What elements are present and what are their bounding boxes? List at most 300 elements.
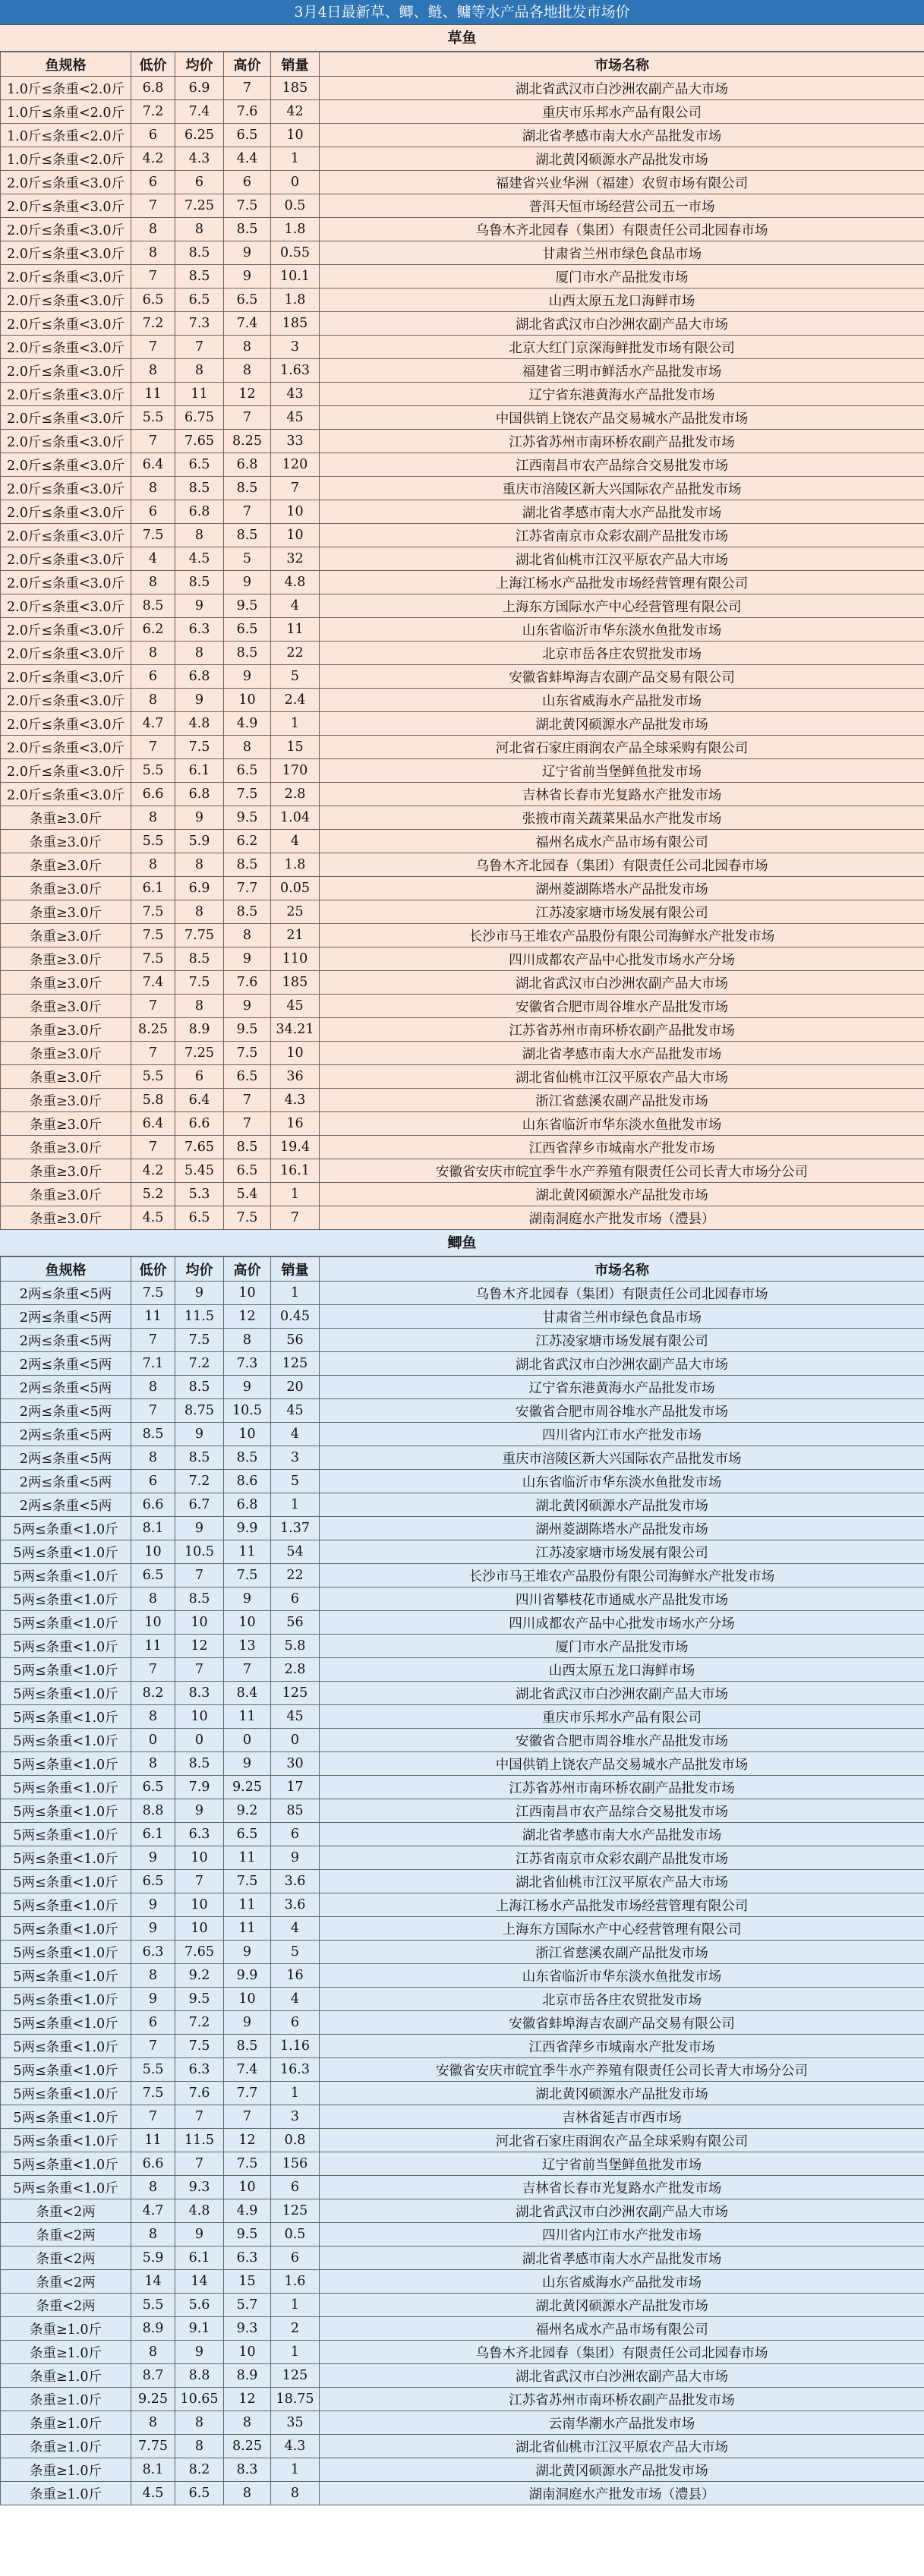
- fish-spec-cell: 5两≤条重<1.0斤: [1, 1635, 131, 1658]
- fish-spec-cell: 2.0斤≤条重<3.0斤: [1, 524, 131, 547]
- market-name-cell: 辽宁省前当堡鲜鱼批发市场: [320, 759, 924, 783]
- high-price-cell: 7.5: [224, 2152, 271, 2176]
- low-price-cell: 7: [131, 336, 175, 359]
- avg-price-cell: 8.3: [175, 1682, 224, 1705]
- header-fish-spec: 鱼规格: [1, 1257, 131, 1282]
- fish-spec-cell: 5两≤条重<1.0斤: [1, 1988, 131, 2011]
- volume-cell: 30: [271, 1752, 320, 1776]
- table-row: [1, 1470, 924, 1493]
- market-name-cell: 北京市岳各庄农贸批发市场: [320, 1988, 924, 2011]
- volume-cell: 0: [271, 1729, 320, 1752]
- volume-cell: 10: [271, 124, 320, 147]
- volume-cell: 1: [271, 147, 320, 171]
- high-price-cell: 9.25: [224, 1776, 271, 1799]
- fish-spec-cell: 2.0斤≤条重<3.0斤: [1, 665, 131, 689]
- fish-spec-cell: 条重≥3.0斤: [1, 853, 131, 877]
- market-name-cell: 湖北省武汉市白沙洲农副产品大市场: [320, 312, 924, 336]
- table-row: [1, 1611, 924, 1635]
- volume-cell: 1.8: [271, 218, 320, 241]
- market-name-cell: 乌鲁木齐北园春（集团）有限责任公司北园春市场: [320, 218, 924, 241]
- table-row: [1, 1988, 924, 2011]
- avg-price-cell: 9: [175, 2341, 224, 2364]
- avg-price-cell: 11.5: [175, 2129, 224, 2152]
- fish-spec-cell: 2.0斤≤条重<3.0斤: [1, 406, 131, 430]
- fish-spec-cell: 2.0斤≤条重<3.0斤: [1, 571, 131, 594]
- high-price-cell: 9.5: [224, 594, 271, 618]
- fish-spec-cell: 5两≤条重<1.0斤: [1, 1564, 131, 1588]
- table-row: [1, 2105, 924, 2129]
- avg-price-cell: 7.6: [175, 2082, 224, 2105]
- market-name-cell: 湖北黄冈硕源水产品批发市场: [320, 1183, 924, 1206]
- table-row: [1, 77, 924, 100]
- low-price-cell: 5.5: [131, 759, 175, 783]
- avg-price-cell: 5.9: [175, 830, 224, 853]
- high-price-cell: 7.6: [224, 971, 271, 995]
- market-name-cell: 湖北黄冈硕源水产品批发市场: [320, 2294, 924, 2317]
- high-price-cell: 8.5: [224, 218, 271, 241]
- high-price-cell: 7: [224, 77, 271, 100]
- high-price-cell: 13: [224, 1635, 271, 1658]
- market-name-cell: 厦门市水产品批发市场: [320, 265, 924, 288]
- avg-price-cell: 8.5: [175, 947, 224, 971]
- low-price-cell: 8: [131, 2223, 175, 2247]
- avg-price-cell: 7: [175, 1870, 224, 1893]
- table-row: [1, 288, 924, 312]
- high-price-cell: 7.5: [224, 1042, 271, 1065]
- avg-price-cell: 7.2: [175, 2011, 224, 2035]
- table-row: [1, 2458, 924, 2482]
- market-name-cell: 厦门市水产品批发市场: [320, 1635, 924, 1658]
- table-row: [1, 1564, 924, 1588]
- table-row: [1, 1846, 924, 1870]
- high-price-cell: 9: [224, 2011, 271, 2035]
- low-price-cell: 8: [131, 477, 175, 500]
- market-name-cell: 湖北黄冈硕源水产品批发市场: [320, 712, 924, 736]
- avg-price-cell: 9: [175, 1423, 224, 1446]
- fish-spec-cell: 2.0斤≤条重<3.0斤: [1, 594, 131, 618]
- high-price-cell: 8.5: [224, 524, 271, 547]
- high-price-cell: 11: [224, 1705, 271, 1729]
- market-name-cell: 北京市岳各庄农贸批发市场: [320, 642, 924, 665]
- volume-cell: 42: [271, 100, 320, 124]
- high-price-cell: 11: [224, 1893, 271, 1917]
- fish-spec-cell: 2.0斤≤条重<3.0斤: [1, 312, 131, 336]
- avg-price-cell: 14: [175, 2270, 224, 2294]
- avg-price-cell: 9: [175, 1799, 224, 1823]
- market-name-cell: 河北省石家庄雨润农产品全球采购有限公司: [320, 736, 924, 759]
- avg-price-cell: 10.5: [175, 1540, 224, 1564]
- volume-cell: 6: [271, 1823, 320, 1846]
- low-price-cell: 7: [131, 430, 175, 453]
- volume-cell: 0.5: [271, 2223, 320, 2247]
- market-name-cell: 江苏凌家塘市场发展有限公司: [320, 1540, 924, 1564]
- high-price-cell: 9: [224, 665, 271, 689]
- high-price-cell: 10: [224, 689, 271, 712]
- table-row: [1, 1823, 924, 1846]
- high-price-cell: 7: [224, 406, 271, 430]
- low-price-cell: 8: [131, 241, 175, 265]
- high-price-cell: 9: [224, 947, 271, 971]
- table-row: [1, 524, 924, 547]
- volume-cell: 45: [271, 1399, 320, 1423]
- low-price-cell: 5.9: [131, 2247, 175, 2270]
- low-price-cell: 6.6: [131, 2152, 175, 2176]
- fish-spec-cell: 条重≥3.0斤: [1, 1112, 131, 1136]
- fish-spec-cell: 条重≥1.0斤: [1, 2341, 131, 2364]
- market-name-cell: 吉林省长春市光复路水产批发市场: [320, 783, 924, 806]
- table-row: [1, 830, 924, 853]
- volume-cell: 2.8: [271, 783, 320, 806]
- avg-price-cell: 8.5: [175, 241, 224, 265]
- high-price-cell: 6.3: [224, 2247, 271, 2270]
- volume-cell: 10.1: [271, 265, 320, 288]
- high-price-cell: 5.7: [224, 2294, 271, 2317]
- market-name-cell: 湖北省仙桃市江汉平原农产品大市场: [320, 1065, 924, 1089]
- volume-cell: 0.45: [271, 1305, 320, 1329]
- volume-cell: 19.4: [271, 1136, 320, 1159]
- fish-spec-cell: 条重≥1.0斤: [1, 2388, 131, 2411]
- market-name-cell: 辽宁省东港黄海水产品批发市场: [320, 383, 924, 406]
- market-name-cell: 上海东方国际水产中心经营管理有限公司: [320, 594, 924, 618]
- market-name-cell: 江西省萍乡市城南水产批发市场: [320, 2035, 924, 2058]
- table-row: [1, 1493, 924, 1517]
- volume-cell: 10: [271, 500, 320, 524]
- table-row: [1, 1018, 924, 1042]
- price-table: [0, 52, 924, 1230]
- fish-spec-cell: 5两≤条重<1.0斤: [1, 1964, 131, 1988]
- avg-price-cell: 6.9: [175, 877, 224, 900]
- avg-price-cell: 6.3: [175, 618, 224, 642]
- market-name-cell: 乌鲁木齐北园春（集团）有限责任公司北园春市场: [320, 853, 924, 877]
- avg-price-cell: 6.5: [175, 1206, 224, 1230]
- fish-spec-cell: 5两≤条重<1.0斤: [1, 1846, 131, 1870]
- high-price-cell: 4.9: [224, 712, 271, 736]
- low-price-cell: 11: [131, 383, 175, 406]
- fish-spec-cell: 2.0斤≤条重<3.0斤: [1, 241, 131, 265]
- avg-price-cell: 8: [175, 900, 224, 924]
- table-row: [1, 1776, 924, 1799]
- avg-price-cell: 8.5: [175, 571, 224, 594]
- table-row: [1, 1799, 924, 1823]
- avg-price-cell: 7: [175, 1658, 224, 1682]
- avg-price-cell: 7.65: [175, 1941, 224, 1964]
- avg-price-cell: 8.5: [175, 1376, 224, 1399]
- high-price-cell: 9.5: [224, 806, 271, 830]
- high-price-cell: 7: [224, 1112, 271, 1136]
- high-price-cell: 5.4: [224, 1183, 271, 1206]
- fish-spec-cell: 2两≤条重<5两: [1, 1423, 131, 1446]
- fish-spec-cell: 2.0斤≤条重<3.0斤: [1, 171, 131, 194]
- avg-price-cell: 4.8: [175, 712, 224, 736]
- high-price-cell: 7.5: [224, 1206, 271, 1230]
- low-price-cell: 8.8: [131, 1799, 175, 1823]
- volume-cell: 1: [271, 2341, 320, 2364]
- high-price-cell: 9.3: [224, 2317, 271, 2341]
- table-row: [1, 1329, 924, 1352]
- table-row: [1, 265, 924, 288]
- table-row: [1, 383, 924, 406]
- volume-cell: 3: [271, 336, 320, 359]
- high-price-cell: 10: [224, 1282, 271, 1305]
- low-price-cell: 8: [131, 1446, 175, 1470]
- fish-spec-cell: 2.0斤≤条重<3.0斤: [1, 689, 131, 712]
- high-price-cell: 10: [224, 1988, 271, 2011]
- high-price-cell: 6.8: [224, 1493, 271, 1517]
- volume-cell: 5.8: [271, 1635, 320, 1658]
- low-price-cell: 8.9: [131, 2317, 175, 2341]
- market-name-cell: 上海东方国际水产中心经营管理有限公司: [320, 1917, 924, 1941]
- volume-cell: 45: [271, 406, 320, 430]
- header-market-name: 市场名称: [320, 52, 924, 77]
- fish-spec-cell: 条重≥3.0斤: [1, 830, 131, 853]
- high-price-cell: 4.4: [224, 147, 271, 171]
- volume-cell: 4.3: [271, 2435, 320, 2458]
- high-price-cell: 8.5: [224, 853, 271, 877]
- table-row: [1, 1917, 924, 1941]
- table-row: [1, 1136, 924, 1159]
- high-price-cell: 7.5: [224, 783, 271, 806]
- avg-price-cell: 7.25: [175, 1042, 224, 1065]
- market-name-cell: 福建省兴业华洲（福建）农贸市场有限公司: [320, 171, 924, 194]
- avg-price-cell: 8.5: [175, 1446, 224, 1470]
- low-price-cell: 7: [131, 2035, 175, 2058]
- fish-spec-cell: 条重≥1.0斤: [1, 2458, 131, 2482]
- high-price-cell: 6.8: [224, 453, 271, 477]
- high-price-cell: 8.25: [224, 430, 271, 453]
- avg-price-cell: 6: [175, 171, 224, 194]
- high-price-cell: 12: [224, 1305, 271, 1329]
- table-row: [1, 453, 924, 477]
- market-name-cell: 湖北省武汉市白沙洲农副产品大市场: [320, 1352, 924, 1376]
- section-crucian-carp: [0, 1230, 924, 2505]
- table-row: [1, 2247, 924, 2270]
- high-price-cell: 9: [224, 241, 271, 265]
- low-price-cell: 7.75: [131, 2435, 175, 2458]
- section-grass-carp: [0, 25, 924, 1230]
- avg-price-cell: 8.2: [175, 2458, 224, 2482]
- low-price-cell: 8.7: [131, 2364, 175, 2388]
- avg-price-cell: 10: [175, 1893, 224, 1917]
- volume-cell: 4: [271, 594, 320, 618]
- avg-price-cell: 6.4: [175, 1089, 224, 1112]
- volume-cell: 3: [271, 2105, 320, 2129]
- avg-price-cell: 9.2: [175, 1964, 224, 1988]
- high-price-cell: 8.5: [224, 477, 271, 500]
- avg-price-cell: 8: [175, 2435, 224, 2458]
- avg-price-cell: 7.65: [175, 430, 224, 453]
- volume-cell: 1.6: [271, 2270, 320, 2294]
- avg-price-cell: 7.2: [175, 1470, 224, 1493]
- fish-spec-cell: 条重≥3.0斤: [1, 877, 131, 900]
- volume-cell: 2.4: [271, 689, 320, 712]
- low-price-cell: 7: [131, 995, 175, 1018]
- market-name-cell: 湖州菱湖陈塔水产品批发市场: [320, 1517, 924, 1540]
- avg-price-cell: 8.9: [175, 1018, 224, 1042]
- table-row: [1, 2364, 924, 2388]
- market-name-cell: 湖北黄冈硕源水产品批发市场: [320, 2458, 924, 2482]
- market-name-cell: 福州名成水产品市场有限公司: [320, 830, 924, 853]
- table-row: [1, 124, 924, 147]
- avg-price-cell: 9.1: [175, 2317, 224, 2341]
- avg-price-cell: 8: [175, 2411, 224, 2435]
- table-row: [1, 1752, 924, 1776]
- high-price-cell: 7: [224, 2105, 271, 2129]
- market-name-cell: 甘肃省兰州市绿色食品市场: [320, 1305, 924, 1329]
- table-row: [1, 2270, 924, 2294]
- avg-price-cell: 5.45: [175, 1159, 224, 1183]
- volume-cell: 4: [271, 830, 320, 853]
- low-price-cell: 8: [131, 689, 175, 712]
- low-price-cell: 6.8: [131, 77, 175, 100]
- low-price-cell: 8.1: [131, 2458, 175, 2482]
- market-name-cell: 湖南洞庭水产批发市场（澧县）: [320, 2482, 924, 2505]
- market-name-cell: 甘肃省兰州市绿色食品市场: [320, 241, 924, 265]
- low-price-cell: 5.8: [131, 1089, 175, 1112]
- avg-price-cell: 6.1: [175, 759, 224, 783]
- fish-spec-cell: 条重≥3.0斤: [1, 995, 131, 1018]
- low-price-cell: 6.5: [131, 288, 175, 312]
- fish-spec-cell: 条重<2两: [1, 2294, 131, 2317]
- avg-price-cell: 7.5: [175, 971, 224, 995]
- table-row: [1, 2129, 924, 2152]
- volume-cell: 125: [271, 1682, 320, 1705]
- fish-spec-cell: 5两≤条重<1.0斤: [1, 1705, 131, 1729]
- low-price-cell: 14: [131, 2270, 175, 2294]
- table-row: [1, 1399, 924, 1423]
- high-price-cell: 8.3: [224, 2458, 271, 2482]
- low-price-cell: 6.4: [131, 453, 175, 477]
- header-avg-price: 均价: [175, 52, 224, 77]
- volume-cell: 16.1: [271, 1159, 320, 1183]
- low-price-cell: 7: [131, 265, 175, 288]
- avg-price-cell: 9: [175, 2223, 224, 2247]
- low-price-cell: 5.5: [131, 406, 175, 430]
- table-row: [1, 2082, 924, 2105]
- high-price-cell: 8: [224, 2482, 271, 2505]
- table-row: [1, 1159, 924, 1183]
- fish-spec-cell: 5两≤条重<1.0斤: [1, 2082, 131, 2105]
- fish-spec-cell: 5两≤条重<1.0斤: [1, 1658, 131, 1682]
- high-price-cell: 8.5: [224, 900, 271, 924]
- volume-cell: 6: [271, 2011, 320, 2035]
- avg-price-cell: 6.8: [175, 783, 224, 806]
- market-name-cell: 湖北省孝感市南大水产品批发市场: [320, 124, 924, 147]
- avg-price-cell: 8.5: [175, 265, 224, 288]
- volume-cell: 0.5: [271, 194, 320, 218]
- low-price-cell: 8: [131, 806, 175, 830]
- fish-spec-cell: 条重<2两: [1, 2247, 131, 2270]
- table-row: [1, 806, 924, 830]
- table-row: [1, 1423, 924, 1446]
- fish-spec-cell: 条重≥3.0斤: [1, 1159, 131, 1183]
- avg-price-cell: 6.9: [175, 77, 224, 100]
- avg-price-cell: 7.5: [175, 736, 224, 759]
- market-name-cell: 江苏省苏州市南环桥农副产品批发市场: [320, 1776, 924, 1799]
- low-price-cell: 6.6: [131, 1493, 175, 1517]
- volume-cell: 110: [271, 947, 320, 971]
- market-name-cell: 中国供销上饶农产品交易城水产品批发市场: [320, 406, 924, 430]
- volume-cell: 1: [271, 712, 320, 736]
- market-name-cell: 安徽省合肥市周谷堆水产品批发市场: [320, 1399, 924, 1423]
- fish-spec-cell: 2.0斤≤条重<3.0斤: [1, 265, 131, 288]
- fish-spec-cell: 2.0斤≤条重<3.0斤: [1, 359, 131, 383]
- market-name-cell: 重庆市乐邦水产品有限公司: [320, 1705, 924, 1729]
- avg-price-cell: 8: [175, 642, 224, 665]
- high-price-cell: 9: [224, 571, 271, 594]
- table-row: [1, 2411, 924, 2435]
- market-name-cell: 江苏省南京市众彩农副产品批发市场: [320, 524, 924, 547]
- high-price-cell: 8.5: [224, 1446, 271, 1470]
- table-row: [1, 759, 924, 783]
- fish-spec-cell: 2.0斤≤条重<3.0斤: [1, 477, 131, 500]
- market-name-cell: 山东省临沂市华东淡水鱼批发市场: [320, 618, 924, 642]
- avg-price-cell: 4.5: [175, 547, 224, 571]
- low-price-cell: 8: [131, 218, 175, 241]
- price-table-body: [1, 52, 924, 1230]
- market-name-cell: 湖北省仙桃市江汉平原农产品大市场: [320, 1870, 924, 1893]
- avg-price-cell: 10.65: [175, 2388, 224, 2411]
- market-name-cell: 湖州菱湖陈塔水产品批发市场: [320, 877, 924, 900]
- market-name-cell: 湖北省武汉市白沙洲农副产品大市场: [320, 971, 924, 995]
- low-price-cell: 6.5: [131, 1870, 175, 1893]
- low-price-cell: 9: [131, 1988, 175, 2011]
- table-row: [1, 547, 924, 571]
- volume-cell: 4.8: [271, 571, 320, 594]
- volume-cell: 1.63: [271, 359, 320, 383]
- fish-spec-cell: 条重≥3.0斤: [1, 1136, 131, 1159]
- low-price-cell: 8: [131, 1376, 175, 1399]
- avg-price-cell: 6.6: [175, 1112, 224, 1136]
- avg-price-cell: 6.8: [175, 500, 224, 524]
- market-name-cell: 上海江杨水产品批发市场经营管理有限公司: [320, 571, 924, 594]
- high-price-cell: 7.5: [224, 194, 271, 218]
- header-fish-spec: 鱼规格: [1, 52, 131, 77]
- volume-cell: 185: [271, 971, 320, 995]
- fish-spec-cell: 1.0斤≤条重<2.0斤: [1, 147, 131, 171]
- volume-cell: 56: [271, 1611, 320, 1635]
- table-row: [1, 2294, 924, 2317]
- high-price-cell: 10.5: [224, 1399, 271, 1423]
- market-name-cell: 安徽省合肥市周谷堆水产品批发市场: [320, 995, 924, 1018]
- volume-cell: 185: [271, 77, 320, 100]
- table-row: [1, 218, 924, 241]
- low-price-cell: 4: [131, 547, 175, 571]
- table-row: [1, 995, 924, 1018]
- low-price-cell: 7: [131, 1136, 175, 1159]
- market-name-cell: 浙江省慈溪农副产品批发市场: [320, 1089, 924, 1112]
- price-table: [0, 1256, 924, 2505]
- table-row: [1, 783, 924, 806]
- market-name-cell: 安徽省蚌埠海吉农副产品交易有限公司: [320, 2011, 924, 2035]
- high-price-cell: 6: [224, 171, 271, 194]
- volume-cell: 45: [271, 995, 320, 1018]
- fish-spec-cell: 条重<2两: [1, 2223, 131, 2247]
- avg-price-cell: 8.8: [175, 2364, 224, 2388]
- market-name-cell: 云南华潮水产品批发市场: [320, 2411, 924, 2435]
- volume-cell: 7: [271, 477, 320, 500]
- table-row: [1, 1964, 924, 1988]
- table-row: [1, 359, 924, 383]
- fish-spec-cell: 条重≥1.0斤: [1, 2364, 131, 2388]
- market-name-cell: 辽宁省前当堡鲜鱼批发市场: [320, 2152, 924, 2176]
- high-price-cell: 11: [224, 1917, 271, 1941]
- avg-price-cell: 8: [175, 524, 224, 547]
- fish-spec-cell: 5两≤条重<1.0斤: [1, 1941, 131, 1964]
- table-row: [1, 241, 924, 265]
- market-name-cell: 湖北省武汉市白沙洲农副产品大市场: [320, 2199, 924, 2223]
- fish-spec-cell: 2.0斤≤条重<3.0斤: [1, 500, 131, 524]
- avg-price-cell: 4.8: [175, 2199, 224, 2223]
